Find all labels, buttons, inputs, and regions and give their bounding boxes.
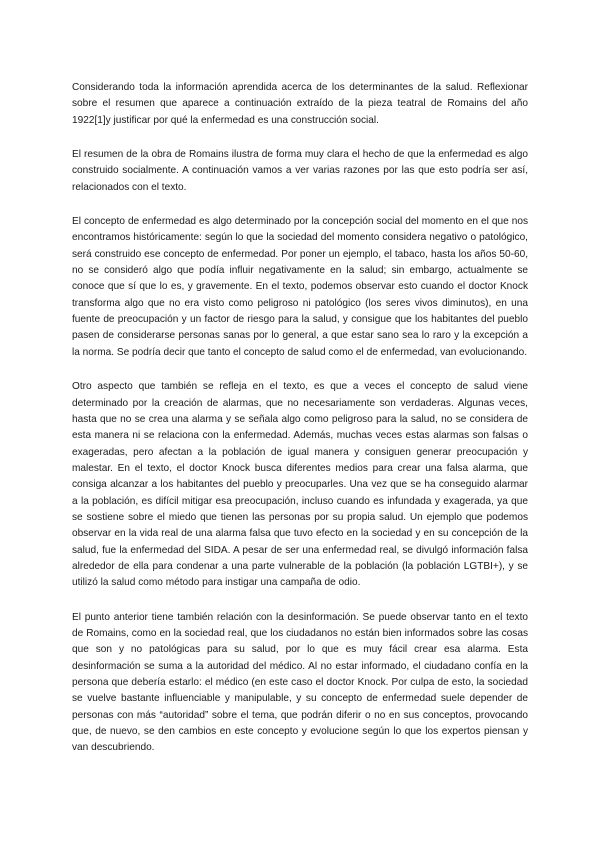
paragraph-concept: El concepto de enfermedad es algo determinado por la concepción social del momento en el que nos encontramos históricamente: según lo que la sociedad del momento considera negativo o patológico, será construido ese concepto de enfermedad. Por poner un ejemplo, el tabaco, hasta los años 50-60, no se consideró algo que podía influir negativamente en la salud; sin embargo, actualmente se conoce que sí que lo es, y gravemente. En el texto, podemos observar esto cuando el doctor Knock transforma algo que no era visto como peligroso ni patológico (los seres vivos diminutos), en una fuente de preocupación y un factor de riesgo para la salud, y consigue que los habitantes del pueblo pasen de considerarse personas sanas por lo general, a que estar sano sea lo raro y la excepción a la norma. Se podría decir que tanto el concepto de salud como el de enfermedad, van evolucionando.: [72, 216, 528, 358]
paragraph-summary: El resumen de la obra de Romains ilustra de forma muy clara el hecho de que la enfermedad es algo construido socialmente. A continuación vamos a ver varias razones por las que esto podría ser así, relacionados con el texto.: [72, 149, 528, 193]
paragraph-intro: Considerando toda la información aprendida acerca de los determinantes de la salud. Reflexionar sobre el resumen que aparece a continuación extraído de la pieza teatral de Romains del año 1922[1]y justificar por qué la enfermedad es una construcción social.: [72, 82, 528, 126]
document-body: [72, 80, 528, 775]
paragraph-disinformation: El punto anterior tiene también relación con la desinformación. Se puede observar tanto en el texto de Romains, como en la sociedad real, que los ciudadanos no están bien informados sobre las cosas que son y no patológicas para su salud, por lo que es muy fácil crear esa alarma. Esta desinformación se suma a la autoridad del médico. Al no estar informado, el ciudadano confía en la persona que debería estarlo: el médico (en este caso el doctor Knock. Por culpa de esto, la sociedad se vuelve bastante influenciable y manipulable, y su concepto de enfermedad suele depender de personas con más “autoridad” sobre el tema, que podrán diferir o no en sus conceptos, provocando que, de nuevo, se den cambios en este concepto y evolucione según lo que los expertos piensan y van descubriendo.: [72, 611, 528, 754]
paragraph-alarms: Otro aspecto que también se refleja en el texto, es que a veces el concepto de salud viene determinado por la creación de alarmas, que no necesariamente son verdaderas. Algunas veces, hasta que no se crea una alarma y se señala algo como peligroso para la salud, no se considera de esta manera ni se relaciona con la enfermedad. Además, muchas veces estas alarmas son falsas o exageradas, pero afectan a la población de igual manera y consiguen generar preocupación y malestar. En el texto, el doctor Knock busca diferentes medios para crear una falsa alarma, que consiga alcanzar a los habitantes del pueblo y preocuparles. Una vez que se ha conseguido alarmar a la población, es difícil mitigar esa preocupación, incluso cuando es infundada y exagerada, ya que se sostiene sobre el miedo que tienen las personas por su propia salud. Un ejemplo que podemos observar en la vida real de una alarma falsa que tuvo efecto en la sociedad y en su concepción de la salud, fue la enfermedad del SIDA. A pesar de ser una enfermedad real, se divulgó información falsa alrededor de ella para condenar a una parte vulnerable de la población (la población LGTBI+), y se utilizó la salud como método para instigar una campaña de odio.: [72, 381, 528, 589]
